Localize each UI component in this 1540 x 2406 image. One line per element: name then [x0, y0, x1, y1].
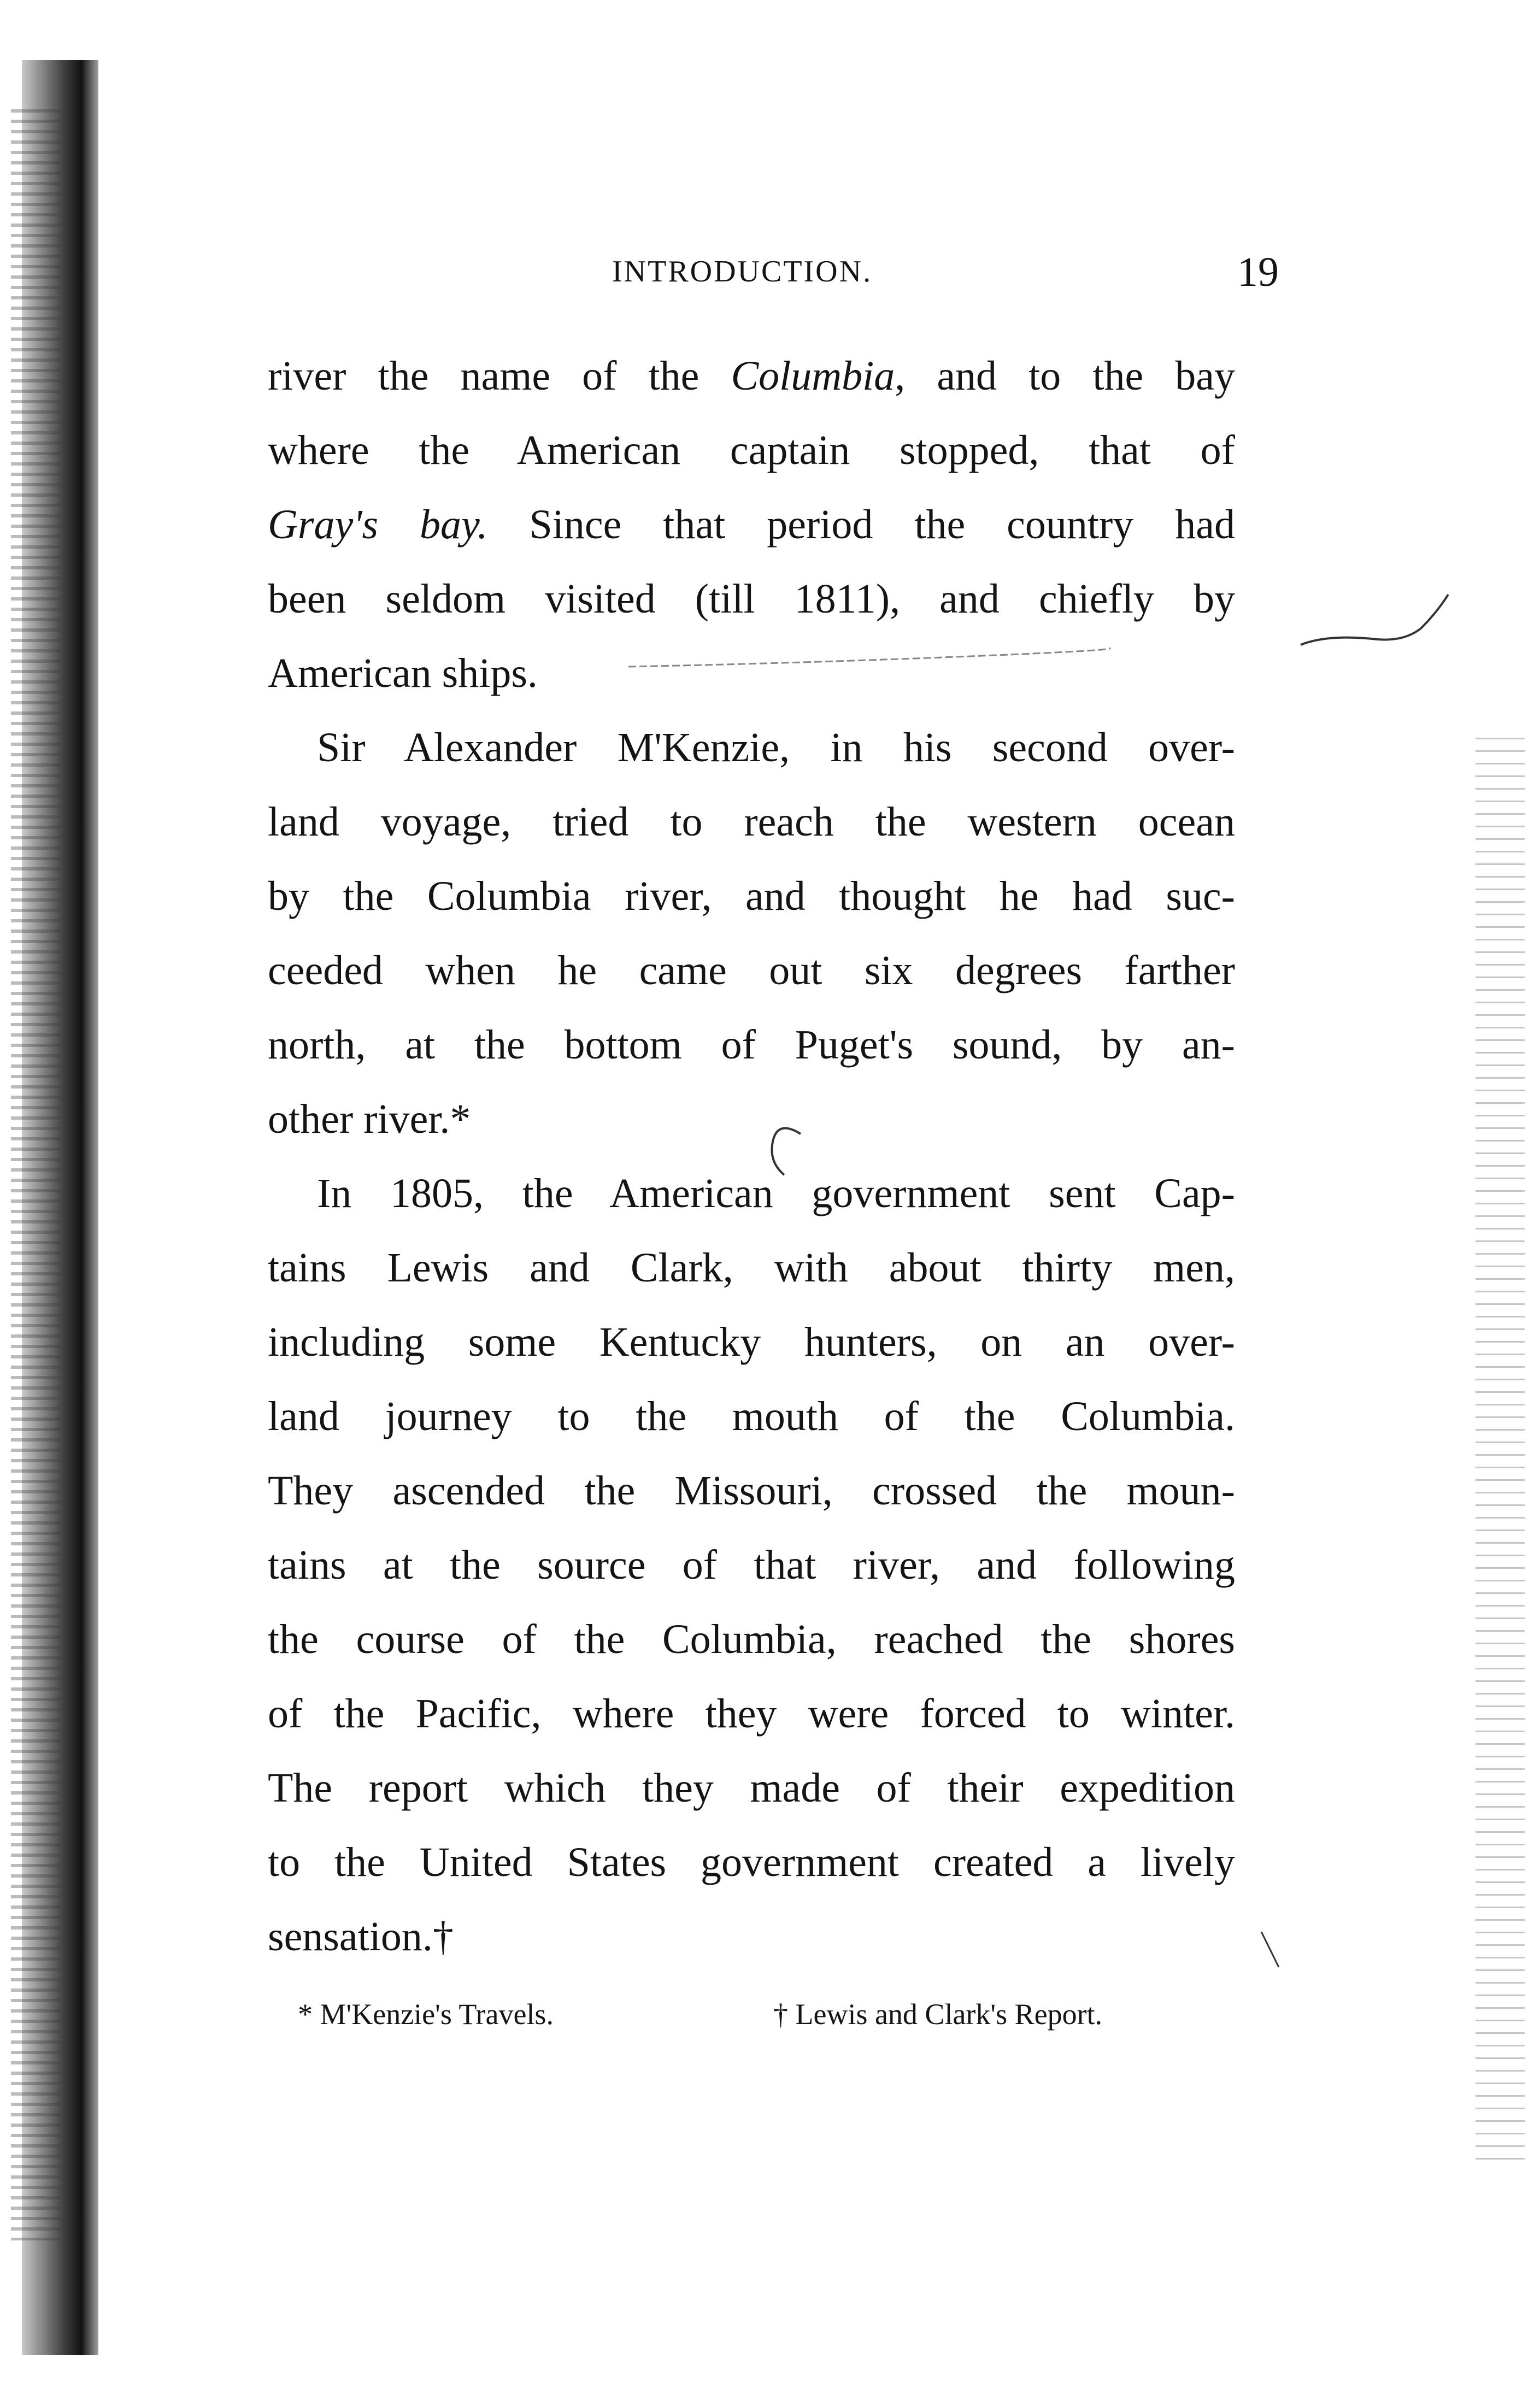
footnotes [298, 1997, 1254, 2041]
body-line: American ships. [268, 650, 538, 696]
body-line: where the American captain stopped, that of [268, 427, 1235, 473]
running-head: INTRODUCTION. [612, 255, 873, 289]
body-line: other river.* [268, 1096, 471, 1142]
body-line: been seldom visited (till 1811), and chiefly by [268, 576, 1235, 622]
body-line: river the name of the Columbia, and to the bay [268, 353, 1235, 399]
body-line: including some Kentucky hunters, on an over- [268, 1319, 1235, 1365]
body-line: north, at the bottom of Puget's sound, by an- [268, 1022, 1235, 1068]
pencil-slash-mark [1257, 1929, 1284, 1973]
footnote-lewis-clark: † Lewis and Clark's Report. [773, 1998, 1103, 2031]
pencil-margin-mark [1295, 590, 1454, 661]
body-line: land voyage, tried to reach the western ocean [268, 799, 1235, 845]
body-line: Sir Alexander M'Kenzie, in his second over- [317, 725, 1235, 770]
bleed-through-edge [1476, 738, 1525, 2169]
body-line: the course of the Columbia, reached the shores [268, 1616, 1235, 1662]
pencil-caret-mark [762, 1123, 812, 1183]
body-line: In 1805, the American government sent Cap- [317, 1170, 1235, 1216]
body-line: sensation.† [268, 1914, 454, 1960]
body-line: The report which they made of their expedition [268, 1765, 1235, 1811]
body-line: tains at the source of that river, and following [268, 1542, 1235, 1588]
body-line: land journey to the mouth of the Columbia. [268, 1393, 1235, 1439]
body-line: to the United States government created a lively [268, 1839, 1235, 1885]
body-line: They ascended the Missouri, crossed the moun- [268, 1468, 1235, 1514]
binding-speckle [11, 109, 60, 2240]
body-text [268, 339, 1235, 1974]
pencil-underline-mark [628, 645, 1120, 678]
body-line: of the Pacific, where they were forced to winter. [268, 1691, 1235, 1737]
body-line: Gray's bay. Since that period the country had [268, 502, 1236, 548]
body-line: tains Lewis and Clark, with about thirty men, [268, 1245, 1235, 1291]
footnote-mkenzie: * M'Kenzie's Travels. [298, 1998, 554, 2031]
body-line: ceeded when he came out six degrees farther [268, 948, 1235, 993]
page-header [612, 249, 1301, 298]
body-line: by the Columbia river, and thought he had suc- [268, 873, 1235, 919]
page-number: 19 [1237, 249, 1279, 295]
